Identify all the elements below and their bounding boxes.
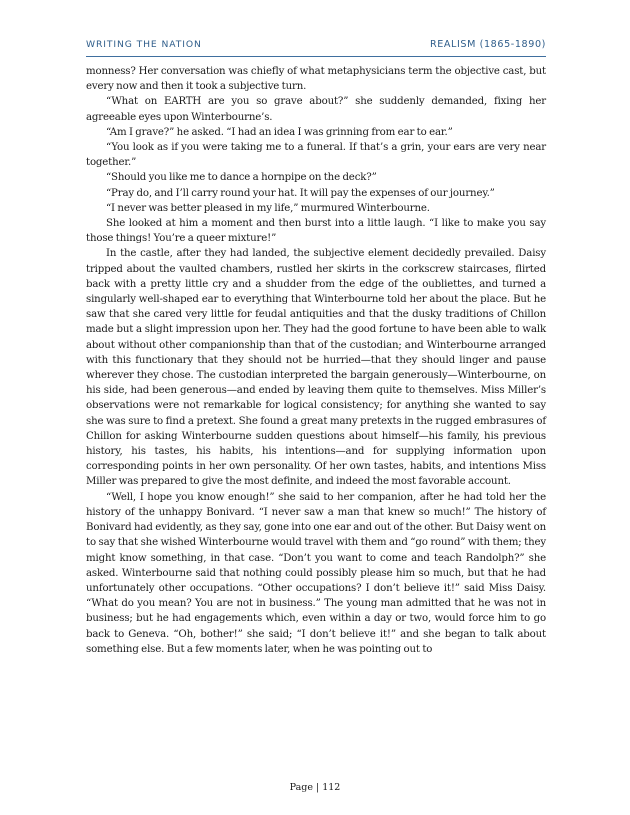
header-rule <box>86 56 546 57</box>
paragraph: In the castle, after they had landed, the subjective element decidedly prevailed. Daisy tripped about the vaulted chambers, rustled her skirts in the corkscrew staircases, flirted back with a pretty little cry and a shudder from the edge of the oubliettes, and turned a singularly well-shaped ear to everything that Winterbourne told her about the place. But he saw that she cared very little for feudal antiquities and that the dusky traditions of Chillon made but a slight impression upon her. They had the good fortune to have been able to walk about without other companionship than that of the custodian; and Winterbourne arranged with this functionary that they should not be hurried—that they should linger and pause wherever they chose. The custodian interpreted the bargain generously—Winterbourne, on his side, had been generous—and ended by leaving them quite to themselves. Miss Miller’s observations were not remarkable for logical consistency; for anything she wanted to say she was sure to find a pretext. She found a great many pretexts in the rugged embrasures of Chillon for asking Winterbourne sudden questions about himself—his family, his previous history, his tastes, his habits, his intentions—and for supplying information upon corresponding points in her own personality. Of her own tastes, habits, and intentions Miss Miller was prepared to give the most definite, and indeed the most favorable account. <box>86 248 546 488</box>
paragraph: “Well, I hope you know enough!” she said to her companion, after he had told her the history of the unhappy Bonivard. “I never saw a man that knew so much!” The history of Bonivard had evidently, as they say, gone into one ear and out of the other. But Daisy went on to say that she wished Winterbourne would travel with them and “go round” with them; they might know something, in that case. “Don’t you want to come and teach Randolph?” she asked. Winterbourne said that nothing could possibly please him so much, but that he had unfortunately other occupations. “Other occupations? I don’t believe it!” said Miss Daisy. “What do you mean? You are not in business.” The young man admitted that he was not in business; but he had engagements which, even within a day or two, would force him to go back to Geneva. “Oh, bother!” she said; “I don’t believe it!” and she began to talk about something else. But a few moments later, when he was pointing out to <box>86 491 546 655</box>
body-text <box>86 64 546 657</box>
header-section-title: REALISM (1865-1890) <box>429 39 546 50</box>
paragraph: “Should you like me to dance a hornpipe on the deck?” <box>106 172 377 184</box>
paragraph: “You look as if you were taking me to a funeral. If that’s a grin, your ears are very near together.” <box>86 142 546 169</box>
paragraph-continued: monness? Her conversation was chiefly of what metaphysicians term the objective cast, but every now and then it took a subjective turn. <box>86 66 546 93</box>
header-book-title: WRITING THE NATION <box>86 39 202 50</box>
paragraph: “Pray do, and I’ll carry round your hat. It will pay the expenses of our journey.” <box>106 187 495 199</box>
paragraph: “I never was better pleased in my life,” murmured Winterbourne. <box>106 202 430 214</box>
paragraph: “What on EARTH are you so grave about?” she suddenly demanded, fixing her agreeable eyes upon Winterbourne’s. <box>86 96 546 123</box>
paragraph: She looked at him a moment and then burst into a little laugh. “I like to make you say those things! You’re a queer mixture!” <box>86 218 546 245</box>
paragraph: “Am I grave?” he asked. “I had an idea I was grinning from ear to ear.” <box>106 126 453 138</box>
page-number: Page | 112 <box>289 782 341 793</box>
